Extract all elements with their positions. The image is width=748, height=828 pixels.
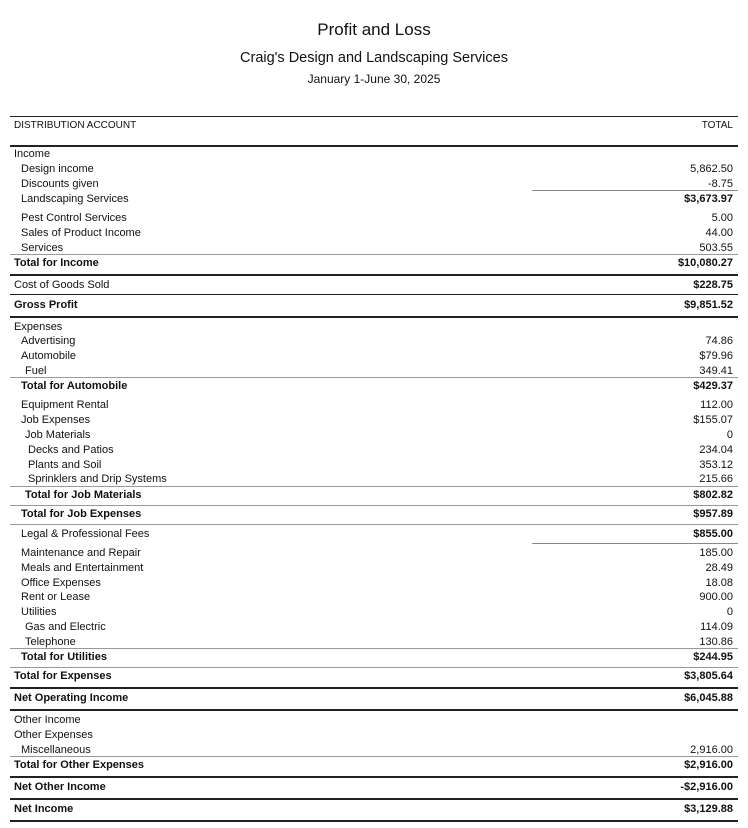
row-total-job-expenses-amount: $957.89 [693,508,733,520]
row-total-income-amount: $10,080.27 [677,257,733,269]
company-name: Craig's Design and Landscaping Services [240,50,508,66]
row-telephone-amount: 130.86 [699,636,733,648]
row-total-utilities-amount: $244.95 [693,651,733,663]
row-equipment-rental-label: Equipment Rental [21,399,109,411]
row-expenses-label: Expenses [14,321,63,333]
row-rent-amount: 900.00 [699,591,733,603]
row-total-other-expenses-amount: $2,916.00 [684,759,733,771]
section-rule [10,776,738,778]
row-pest-label: Pest Control Services [21,212,127,224]
row-discounts-amount: -8.75 [707,178,733,190]
row-plants-amount: 353.12 [699,459,733,471]
row-landscaping-label: Landscaping Services [21,193,129,205]
row-total-automobile-label: Total for Automobile [21,380,128,392]
row-sales-product-amount: 44.00 [705,227,733,239]
row-services-amount: 503.55 [699,242,733,254]
row-total-expenses-label: Total for Expenses [14,670,112,682]
row-total-job-materials-label: Total for Job Materials [25,489,142,501]
row-cogs-amount: $228.75 [693,279,733,291]
row-net-income-amount: $3,129.88 [684,803,733,815]
total-rule [10,505,738,506]
row-job-materials-label: Job Materials [25,429,91,441]
row-job-expenses-label: Job Expenses [21,414,91,426]
row-rent-label: Rent or Lease [21,591,91,603]
row-automobile-amount: $79.96 [699,350,733,362]
row-net-other-income-amount: -$2,916.00 [680,781,733,793]
report-period: January 1-June 30, 2025 [307,72,441,86]
total-rule [10,524,738,525]
section-rule [10,687,738,689]
row-fuel-amount: 349.41 [699,365,733,377]
row-job-materials-amount: 0 [726,429,733,441]
row-gas-electric-amount: 114.09 [700,621,733,633]
row-legal-label: Legal & Professional Fees [21,528,150,540]
row-gas-electric-label: Gas and Electric [25,621,106,633]
section-rule [10,709,738,711]
row-total-income-label: Total for Income [14,257,99,269]
section-rule [10,316,738,318]
row-meals-amount: 28.49 [705,562,733,574]
row-fuel-label: Fuel [25,365,47,377]
row-net-income-label: Net Income [14,803,74,815]
report-title: Profit and Loss [317,20,431,39]
total-rule [10,377,738,378]
column-header-account: DISTRIBUTION ACCOUNT [14,120,137,131]
section-rule [10,798,738,800]
row-job-expenses-amount: $155.07 [693,414,733,426]
section-rule [10,274,738,276]
row-total-other-expenses-label: Total for Other Expenses [14,759,144,771]
total-rule [10,667,738,668]
subtotal-rule [532,543,738,544]
row-total-job-expenses-label: Total for Job Expenses [21,508,142,520]
row-decks-amount: 234.04 [699,444,733,456]
row-miscellaneous-label: Miscellaneous [21,744,91,756]
row-plants-label: Plants and Soil [28,459,102,471]
row-gross-profit-amount: $9,851.52 [684,299,733,311]
row-total-utilities-label: Total for Utilities [21,651,107,663]
row-maintenance-amount: 185.00 [699,547,733,559]
row-pest-amount: 5.00 [711,212,733,224]
row-net-operating-label: Net Operating Income [14,692,129,704]
row-utilities-amount: 0 [726,606,733,618]
row-net-other-income-label: Net Other Income [14,781,106,793]
report-bottom-rule [10,820,738,822]
row-sales-product-label: Sales of Product Income [21,227,141,239]
row-gross-profit-label: Gross Profit [14,299,78,311]
row-other-expenses-label: Other Expenses [14,729,93,741]
row-advertising-amount: 74.86 [705,335,733,347]
header-top-rule [10,116,738,117]
row-meals-label: Meals and Entertainment [21,562,144,574]
row-legal-amount: $855.00 [693,528,733,540]
row-office-label: Office Expenses [21,577,101,589]
row-total-job-materials-amount: $802.82 [693,489,733,501]
row-design-income-amount: 5,862.50 [690,163,733,175]
column-header-total: TOTAL [701,120,733,131]
row-decks-label: Decks and Patios [28,444,114,456]
row-miscellaneous-amount: 2,916.00 [690,744,733,756]
row-telephone-label: Telephone [25,636,76,648]
row-landscaping-amount: $3,673.97 [684,193,733,205]
row-total-automobile-amount: $429.37 [693,380,733,392]
row-cogs-label: Cost of Goods Sold [14,279,110,291]
row-total-expenses-amount: $3,805.64 [684,670,733,682]
row-sprinklers-amount: 215.66 [699,473,733,485]
row-net-operating-amount: $6,045.88 [684,692,733,704]
row-automobile-label: Automobile [21,350,77,362]
total-rule [10,648,738,649]
section-rule [10,294,738,295]
subtotal-rule [532,190,738,191]
row-design-income-label: Design income [21,163,94,175]
header-bottom-rule [10,145,738,147]
row-other-income-label: Other Income [14,714,81,726]
row-office-amount: 18.08 [705,577,733,589]
total-rule [10,254,738,255]
row-income-label: Income [14,148,51,160]
row-services-label: Services [21,242,64,254]
row-utilities-label: Utilities [21,606,57,618]
row-sprinklers-label: Sprinklers and Drip Systems [28,473,167,485]
total-rule [10,756,738,757]
row-discounts-label: Discounts given [21,178,99,190]
row-equipment-rental-amount: 112.00 [700,399,733,411]
row-maintenance-label: Maintenance and Repair [21,547,141,559]
total-rule [10,486,738,487]
row-advertising-label: Advertising [21,335,76,347]
